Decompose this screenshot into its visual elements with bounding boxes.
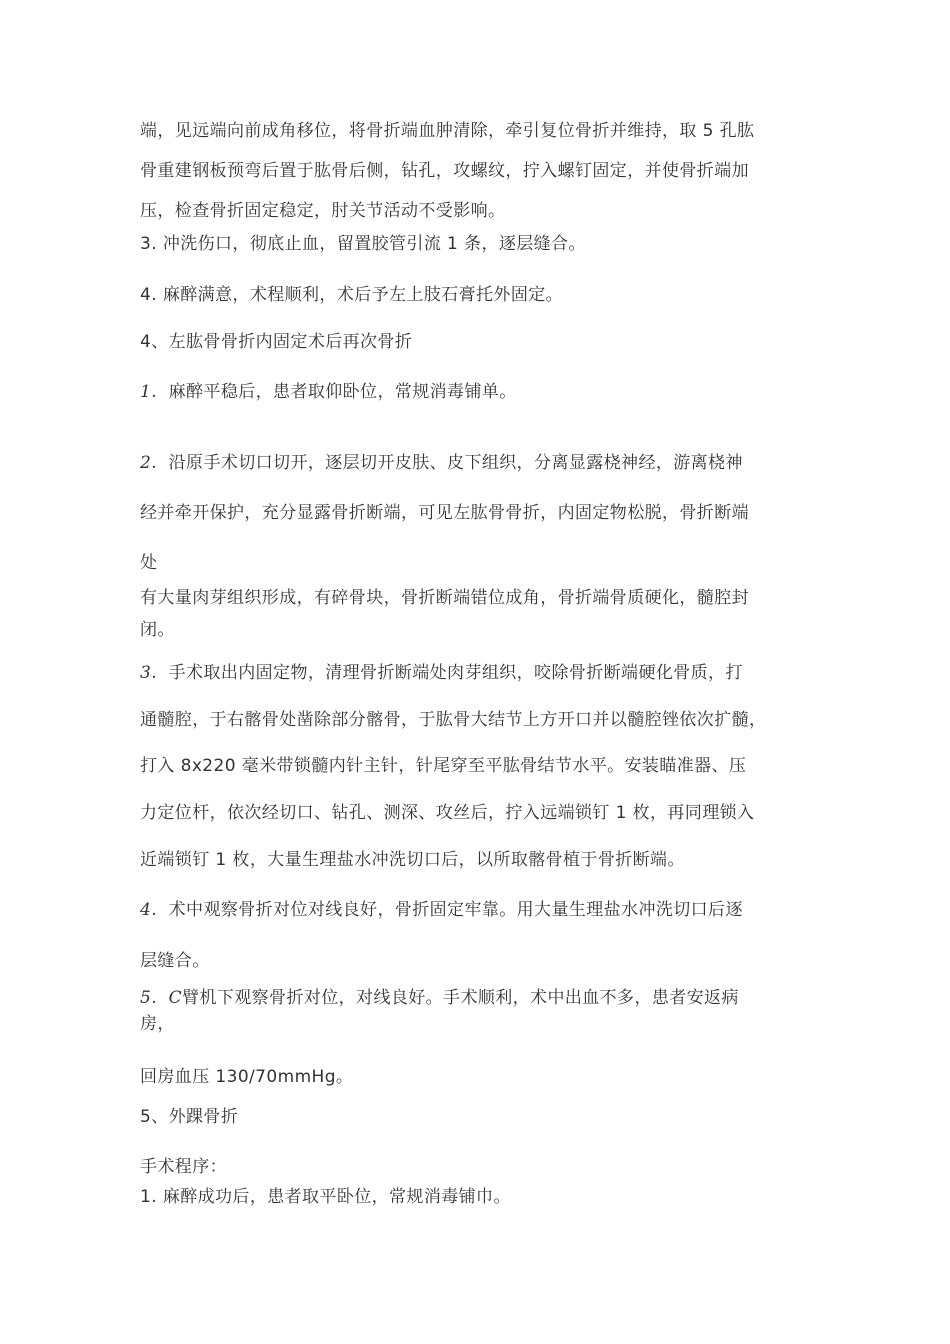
list-item-text: 沿原手术切口切开，逐层切开皮肤、皮下组织，分离显露桡神经，游离桡神 [168,453,743,473]
list-item-text: 术中观察骨折对位对线良好，骨折固定牢靠。用大量生理盐水冲洗切口后逐 [168,900,743,920]
paragraph-line: 闭。 [140,620,175,640]
paragraph-line: 有大量肉芽组织形成，有碎骨块，骨折断端错位成角，骨折端骨质硬化，髓腔封 [140,588,749,608]
list-item-text: 臂机下观察骨折对位，对线良好。手术顺利，术中出血不多，患者安返病 [182,988,739,1008]
paragraph-line: 通髓腔，于右髂骨处凿除部分髂骨，于肱骨大结节上方开口并以髓腔锉依次扩髓， [140,710,767,730]
list-item [140,662,743,684]
list-item [140,987,739,1009]
paragraph-line: 近端锁钉 1 枚，大量生理盐水冲洗切口后，以所取髂骨植于骨折断端。 [140,850,685,870]
paragraph-line: 打入 8x220 毫米带锁髓内针主针，针尾穿至平肱骨结节水平。安装瞄准器、压 [140,756,747,776]
list-item: 4. 麻醉满意，术程顺利，术后予左上肢石膏托外固定。 [140,285,564,305]
list-item: 3. 冲洗伤口，彻底止血，留置胶管引流 1 条，逐层缝合。 [140,234,586,254]
list-item [140,452,743,474]
list-number: 2. [140,453,158,473]
list-number: 4. [140,900,158,920]
section-heading: 5、外踝骨折 [140,1107,239,1127]
paragraph-line: 处 [140,553,158,573]
paragraph-line: 力定位杆，依次经切口、钻孔、测深、攻丝后，拧入远端锁钉 1 枚，再同理锁入 [140,803,755,823]
paragraph-line: 压，检查骨折固定稳定，肘关节活动不受影响。 [140,201,506,221]
list-number: 3. [140,663,158,683]
paragraph-line: 回房血压 130/70mmHg。 [140,1067,354,1087]
list-item-text: 麻醉平稳后，患者取仰卧位，常规消毒铺单。 [168,382,517,402]
list-number: 5. [140,988,158,1008]
list-item-text: 手术取出内固定物，清理骨折断端处肉芽组织，咬除骨折断端硬化骨质，打 [168,663,743,683]
list-item [140,899,743,921]
paragraph-line: 经并牵开保护，充分显露骨折断端，可见左肱骨骨折，内固定物松脱，骨折断端 [140,503,749,523]
list-item: 1. 麻醉成功后，患者取平卧位，常规消毒铺巾。 [140,1187,511,1207]
paragraph-line: 房， [140,1014,175,1034]
paragraph-line: 骨重建钢板预弯后置于肱骨后侧，钻孔，攻螺纹，拧入螺钉固定，并使骨折端加 [140,161,749,181]
paragraph-line: 手术程序： [140,1157,227,1177]
c-arm-letter: C [168,988,183,1008]
paragraph-line: 层缝合。 [140,951,210,971]
list-number: 1. [140,382,158,402]
paragraph-line: 端，见远端向前成角移位，将骨折端血肿清除，牵引复位骨折并维持，取 5 孔肱 [140,121,755,141]
section-heading: 4、左肱骨骨折内固定术后再次骨折 [140,332,413,352]
list-item [140,381,517,403]
